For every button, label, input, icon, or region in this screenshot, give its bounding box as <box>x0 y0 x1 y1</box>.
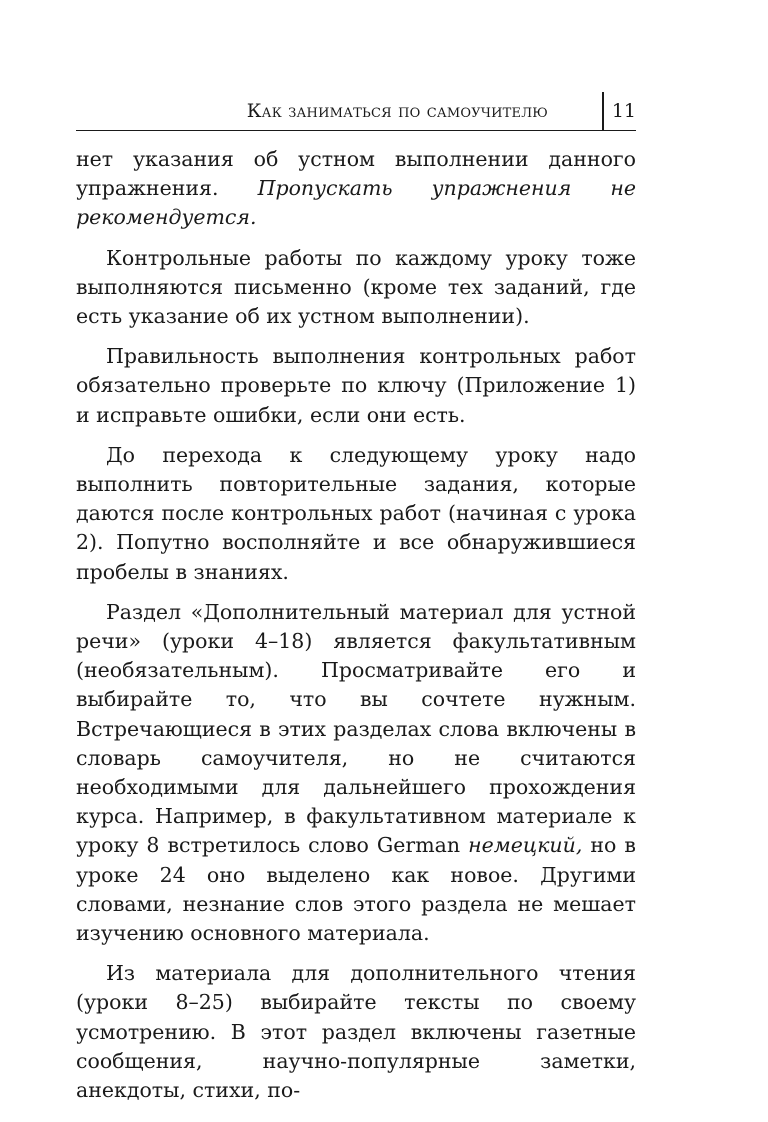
body-text <box>76 145 636 1105</box>
paragraph-6 <box>76 959 636 1105</box>
paragraph-1 <box>76 145 636 233</box>
paragraph-text: но в уроке 24 оно выделено как новое. Другими словами, незнание слов этого раздела не мешает изучению основного материала. <box>76 833 636 946</box>
paragraph-5 <box>76 598 636 948</box>
paragraph-text: нет указания об устном выполнении данного упражнения. <box>76 147 636 201</box>
emphasis-text: Пропускать упражнения не рекомендуется. <box>76 176 636 230</box>
page-number: 11 <box>611 100 636 122</box>
running-head <box>76 88 636 131</box>
paragraph-text: Контрольные работы по каждому уроку тоже выполняются письменно (кроме тех заданий, где есть указание об их устном выполнении). <box>76 245 636 329</box>
paragraph-text: До перехода к следующему уроку надо выполнить повторительные задания, которые даются после контрольных работ (начиная с урока 2). Попутно восполняйте и все обнаружившиеся пробелы в знаниях. <box>76 442 636 584</box>
paragraph-2 <box>76 244 636 332</box>
running-title: Как заниматься по самоучителю <box>246 100 548 122</box>
paragraph-3 <box>76 342 636 430</box>
paragraph-4 <box>76 441 636 587</box>
paragraph-text: Раздел «Дополнительный материал для устной речи» (уроки 4–18) является факультативным (необязательным). Просматривайте его и выбирайте то, что вы сочтете нужным. Встречающиеся в этих разделах слова включены в словарь самоучителя, но не считаются необходимыми для дальнейшего прохождения курса. Например, в факультативном материале к уроку 8 встретилось слово German <box>76 599 636 858</box>
paragraph-text: Из материала для дополнительного чтения (уроки 8–25) выбирайте тексты по своему усмотрению. В этот раздел включены газетные сообщения, научно-популярные заметки, анекдоты, стихи, по- <box>76 961 636 1103</box>
emphasis-text: немецкий, <box>468 833 583 858</box>
book-page <box>76 88 636 1105</box>
paragraph-text: Правильность выполнения контрольных работ обязательно проверьте по ключу (Приложение 1) и исправьте ошибки, если они есть. <box>76 344 636 427</box>
header-divider <box>602 92 604 130</box>
